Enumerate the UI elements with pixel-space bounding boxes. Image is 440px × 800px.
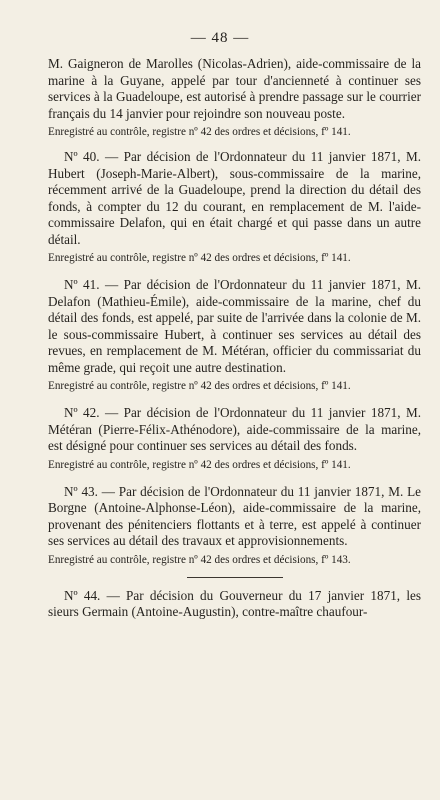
decision-text: Nº 42. — Par décision de l'Ordonnateur du 11 janvier 1871, M. Météran (Pierre-Félix-Athénodore), aide-commissaire de la marine, est désigné pour continuer ses services au détail des fonds. [48,405,421,453]
decision-block-42 [48,405,421,472]
decision-text: Nº 41. — Par décision de l'Ordonnateur du 11 janvier 1871, M. Delafon (Mathieu-Émile), aide-commissaire de la marine, chef du détail des fonds, est appelé, par suite de l'arrivée dans la colonie de M. le sous-commissaire Hubert, à continuer ses services au détail des revues, en remplacement de M. Météran, officier du commissariat du même grade, qui reçoit une autre destination. [48,277,421,375]
decision-text: Nº 44. — Par décision du Gouverneur du 17 janvier 1871, les sieurs Germain (Antoine-Augustin), contre-maître chaufour- [48,587,421,619]
document-body [48,56,421,621]
decision-text: Nº 43. — Par décision de l'Ordonnateur du 11 janvier 1871, M. Le Borgne (Antoine-Alphonse-Léon), aide-commissaire de la marine, provenant des pénitenciers flottants et à terre, est appelé à continuer ses services au détail des travaux et approvisionnements. [48,483,421,548]
decision-block-43 [48,484,421,567]
page-number: — 48 — [190,30,250,46]
registration-note: Enregistré au contrôle, registre nº 42 des ordres et décisions, fº 141. [48,458,351,471]
decision-block-44 [48,588,421,621]
decision-block-continuation [48,56,421,139]
decision-text: M. Gaigneron de Marolles (Nicolas-Adrien), aide-commissaire de la marine à la Guyane, appelé par tour d'ancienneté à continuer ses services à la Guadeloupe, est autorisé à prendre passage sur le courrier français du 14 janvier pour rejoindre son nouveau poste. [48,56,421,121]
registration-note: Enregistré au contrôle, registre nº 42 des ordres et décisions, fº 143. [48,553,351,566]
decision-text: Nº 40. — Par décision de l'Ordonnateur du 11 janvier 1871, M. Hubert (Joseph-Marie-Albert), sous-commissaire de la marine, récemment arrivé de la Guadeloupe, prend la direction du détail des fonds, à compter du 12 du courant, en remplacement de M. l'aide-commissaire Delafon, qui en était chargé et qui passe dans un autre détail. [48,149,421,247]
registration-note: Enregistré au contrôle, registre nº 42 des ordres et décisions, fº 141. [48,126,351,138]
separator-rule [187,577,283,578]
decision-block-41 [48,277,421,393]
decision-block-40 [48,149,421,265]
registration-note: Enregistré au contrôle, registre nº 42 des ordres et décisions, fº 141. [48,252,351,264]
registration-note: Enregistré au contrôle, registre nº 42 des ordres et décisions, fº 141. [48,380,351,392]
